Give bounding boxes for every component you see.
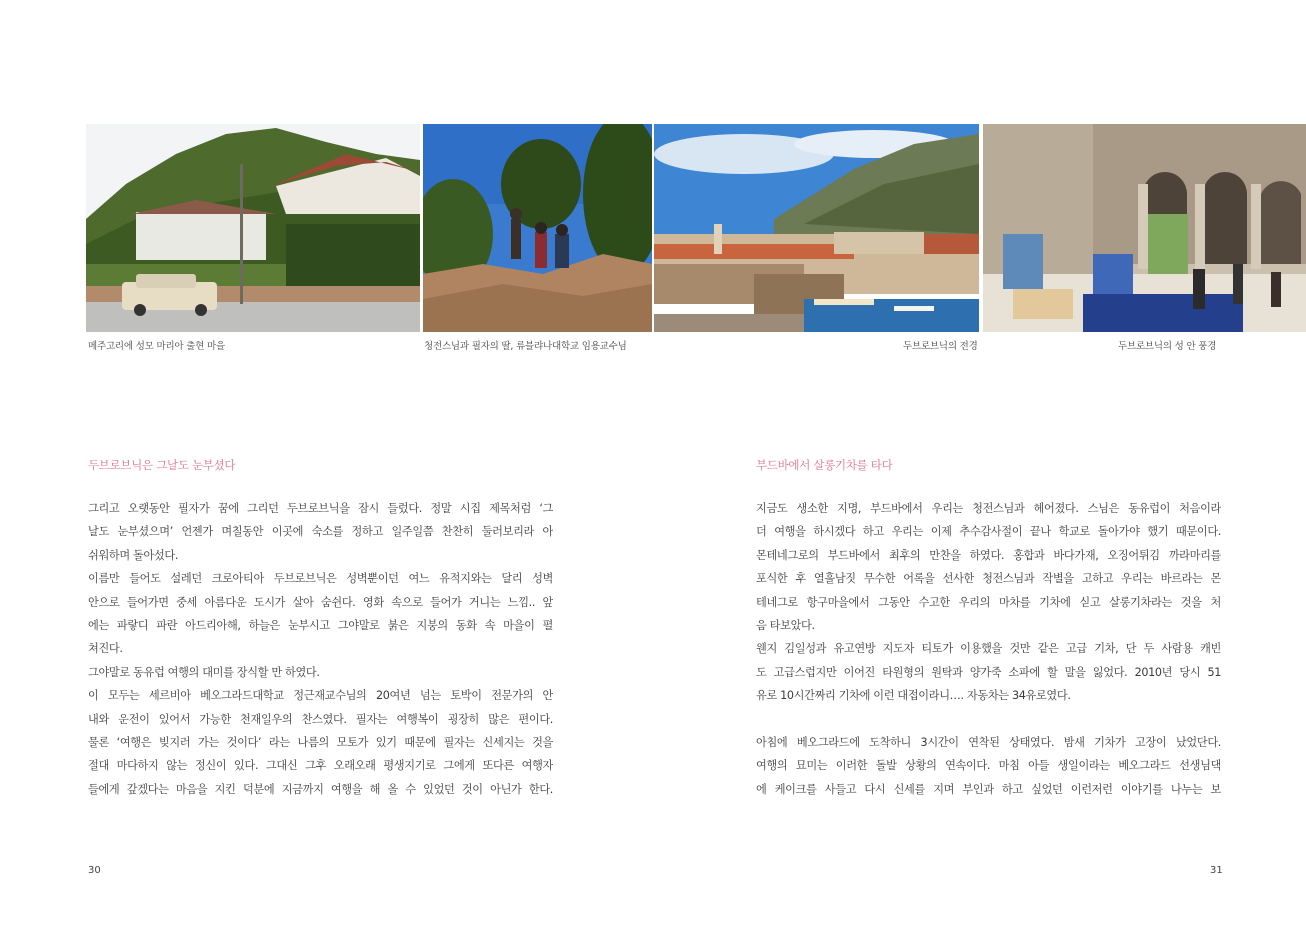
text-line: 에 케이크를 사들고 다시 신세를 지며 부인과 하고 싶었던 이런저런 이야기를 나누는 보 <box>756 782 1221 796</box>
text-line: 쉬워하며 돌아섰다. <box>88 548 179 562</box>
text-line: 몬테네그로의 부드바에서 최후의 만찬을 하였다. 홍합과 바다가재, 오징어튀김 까라마리를 <box>756 548 1221 562</box>
text-line: 여행의 묘미는 이러한 돌발 상황의 연속이다. 마침 아들 생일이라는 베오그라드 선생님댁 <box>756 759 1221 773</box>
text-line: 더 여행을 하시겠다 하고 우리는 이제 추수감사절이 끝나 학교로 돌아가야 했기 때문이다. <box>756 525 1221 539</box>
text-line: 내와 운전이 있어서 가능한 천재일우의 찬스였다. 필자는 여행복이 굉장히 많은 편이다. <box>88 712 553 726</box>
text-line: 음 타보았다. <box>756 618 815 632</box>
text-line: 절대 마다하지 않는 정신이 있다. 그대신 그후 오래오래 평생지기로 그에게 또다른 여행자 <box>88 759 553 773</box>
photo-caption-4: 두브로브닉의 성 안 풍경 <box>1118 341 1217 352</box>
text-line: 아침에 베오그라드에 도착하니 3시간이 연착된 상태였다. 밤새 기차가 고장이 났었단다. <box>756 735 1221 749</box>
photo-caption-2: 청전스님과 필자의 딸, 류블랴나대학교 임용교수님 <box>424 341 627 352</box>
right-section-heading: 부드바에서 살롱기차를 타다 <box>756 458 893 472</box>
text-line: 물론 ‘여행은 빚지러 가는 것이다’ 라는 나름의 모토가 있기 때문에 필자는 신세지는 것을 <box>88 735 553 749</box>
text-line: 유로 10시간짜리 기차에 이런 대접이라니…. 자동차는 34유로였다. <box>756 689 1071 703</box>
text-line: 지금도 생소한 지명, 부드바에서 우리는 청전스님과 헤어졌다. 스님은 동유럽이 처음이라 <box>756 502 1221 515</box>
text-line: 쳐진다. <box>88 642 123 656</box>
text-line: 날도 눈부셨으며’ 언젠가 며칠동안 이곳에 숙소를 정하고 일주일쯤 찬찬히 둘러보리라 아 <box>88 525 553 539</box>
text-line: 포식한 후 열흘남짓 무수한 어록을 선사한 청전스님과 작별을 고하고 우리는 바르라는 몬 <box>756 572 1221 586</box>
photo-medjugorje-village <box>86 124 420 332</box>
text-line: 이름만 들어도 설레던 크로아티아 두브로브닉은 성벽뿐이던 여느 유적지와는 달리 성벽 <box>88 572 553 586</box>
photo-dubrovnik-street <box>983 124 1306 332</box>
text-line: 도 고급스럽지만 이어진 타원형의 원탁과 양가죽 소파에 할 말을 잃었다. 2010년 당시 51 <box>756 665 1221 679</box>
photo-caption-1: 메주고리에 성모 마리아 출현 마을 <box>88 341 225 352</box>
text-line: 그야말로 동유럽 여행의 대미를 장식할 만 하였다. <box>88 665 320 679</box>
text-line: 들에게 갚겠다는 마음을 지킨 덕분에 지금까지 여행을 해 올 수 있었던 것이 아닌가 한다. <box>88 782 553 796</box>
text-line: 에는 파랗디 파란 아드리아해, 하늘은 눈부시고 그야말로 붉은 지붕의 동화 속 마을이 펼 <box>88 618 553 632</box>
text-line: 테네그로 항구마을에서 그동안 수고한 우리의 마차를 기차에 싣고 살롱기차라는 것을 처 <box>756 595 1221 609</box>
photo-caption-3: 두브로브닉의 전경 <box>903 341 978 352</box>
photo-hill-with-people <box>423 124 652 332</box>
text-line: 웬지 김일성과 유고연방 지도자 티토가 이용했을 것만 같은 고급 기차, 단 두 사람용 캐빈 <box>756 642 1221 656</box>
blank-line <box>756 708 1221 731</box>
text-line: 안으로 들어가면 중세 아름다운 도시가 살아 숨쉰다. 영화 속으로 들어가 거니는 느낌.. 앞 <box>88 595 553 609</box>
text-line: 그리고 오랫동안 필자가 꿈에 그리던 두브로브닉을 잠시 들렀다. 정말 시집 제목처럼 ‘그 <box>88 502 553 515</box>
page-number-right: 31 <box>1210 865 1223 876</box>
right-body-text <box>756 497 1221 801</box>
left-section-heading: 두브로브닉은 그날도 눈부셨다 <box>88 458 236 472</box>
photo-dubrovnik-panorama <box>654 124 979 332</box>
left-body-text <box>88 497 553 801</box>
text-line: 이 모두는 세르비아 베오그라드대학교 정근재교수님의 20여년 넘는 토박이 전문가의 안 <box>88 689 553 703</box>
page-number-left: 30 <box>88 865 101 876</box>
